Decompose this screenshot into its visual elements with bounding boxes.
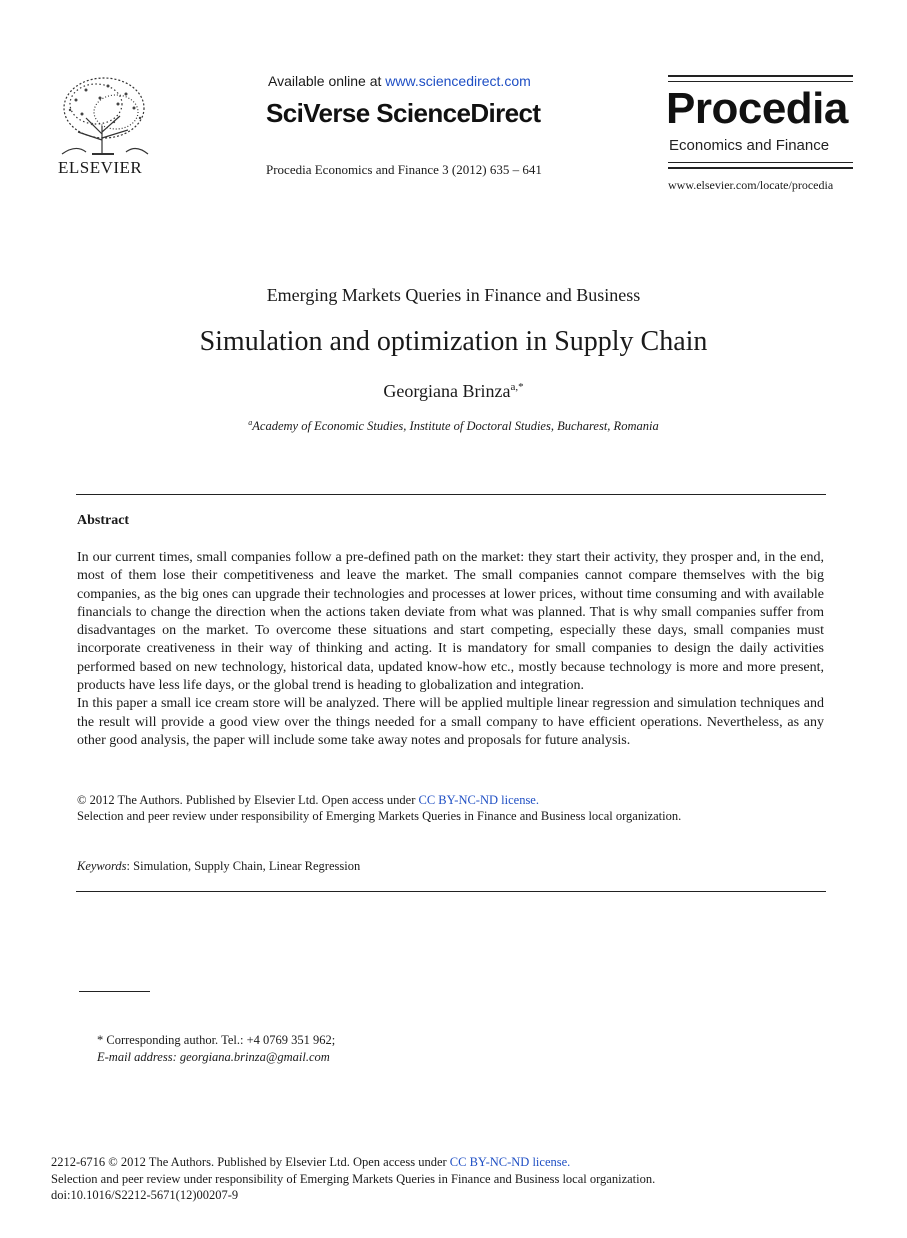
- procedia-url[interactable]: www.elsevier.com/locate/procedia: [668, 178, 834, 192]
- abstract-body: [77, 549, 824, 750]
- keywords-line: [77, 859, 360, 874]
- page-footer: [51, 1154, 655, 1204]
- procedia-top-rule-thin: [668, 81, 853, 82]
- affiliation-line: [0, 418, 907, 434]
- abstract-paragraph: In this paper a small ice cream store will be analyzed. There will be applied multiple linear regression and simulation techniques and the result will provide a good view over the things needed for a small company to have efficient operations. Nevertheless, as any other good analysis, the paper will include some take away notes and proposals for future analysis.: [77, 696, 824, 748]
- email-address[interactable]: : georgiana.brinza@gmail.com: [172, 1050, 330, 1064]
- author-name: Georgiana Brinza: [383, 381, 511, 401]
- journal-reference: Procedia Economics and Finance 3 (2012) 635 – 641: [266, 162, 542, 177]
- available-online-prefix: Available online at: [268, 73, 386, 89]
- issn-copyright: 2212-6716 © 2012 The Authors. Published by Elsevier Ltd. Open access under: [51, 1155, 450, 1169]
- procedia-subtitle: Economics and Finance: [669, 137, 830, 154]
- article-title: Simulation and optimization in Supply Chain: [199, 326, 708, 357]
- email-label: E-mail address: [97, 1050, 173, 1064]
- footnote-rule: [79, 991, 150, 992]
- author-line: [0, 381, 907, 402]
- sciencedirect-link[interactable]: www.sciencedirect.com: [385, 73, 531, 89]
- keywords-label: Keywords: [77, 859, 127, 873]
- license-link[interactable]: CC BY-NC-ND license.: [418, 793, 539, 807]
- affiliation-text: Academy of Economic Studies, Institute of Doctoral Studies, Bucharest, Romania: [252, 419, 659, 434]
- procedia-bottom-rule: [668, 167, 853, 169]
- abstract-bottom-rule: [76, 891, 826, 892]
- abstract-heading: Abstract: [77, 513, 130, 528]
- elsevier-wordmark: ELSEVIER: [58, 158, 143, 177]
- footer-license-link[interactable]: CC BY-NC-ND license.: [449, 1155, 571, 1169]
- procedia-bottom-rule-thin: [668, 162, 853, 163]
- procedia-logo: Procedia: [666, 84, 848, 133]
- sciverse-sciencedirect-logo: SciVerse ScienceDirect: [266, 98, 541, 128]
- corresponding-author-line: * Corresponding author. Tel.: +4 0769 351 962;: [97, 1033, 336, 1047]
- affiliation-mark: a: [248, 418, 253, 427]
- procedia-top-rule: [668, 75, 853, 77]
- available-online-line: [268, 73, 531, 89]
- keywords-values: : Simulation, Supply Chain, Linear Regression: [126, 859, 361, 873]
- abstract-paragraph: In our current times, small companies follow a pre-defined path on the market: they start their activity, they prosper and, in the end, most of them lose their competitiveness and leave the market. The small companies cannot compare themselves with the big companies, as the big ones can upgrade their technologies and processes at lower prices, without time consuming and with available financials to change the direction when the actions taken deviate from what was planned. That is why small companies suffer from disadvantages on the market. To overcome these situations and start competing, especially these days, small companies must incorporate creativeness in their way of thinking and acting. It is mandatory for small companies to design the daily activities performed based on new technology, historical data, updated know-how etc., mostly because technology is more and more present, products have less life days, or the global trend is heading to globalization and integration.: [77, 550, 824, 694]
- conference-name: Emerging Markets Queries in Finance and Business: [266, 285, 641, 305]
- copyright-text: © 2012 The Authors. Published by Elsevier Ltd. Open access under: [77, 793, 419, 807]
- copyright-notice: [77, 792, 681, 824]
- peer-review-note: Selection and peer review under responsibility of Emerging Markets Queries in Finance and Business local organization.: [77, 809, 682, 823]
- footer-peer-review: Selection and peer review under responsibility of Emerging Markets Queries in Finance and Business local organization.: [51, 1171, 656, 1186]
- doi: doi:10.1016/S2212-5671(12)00207-9: [51, 1188, 239, 1202]
- author-marks: a,*: [510, 381, 524, 393]
- corresponding-author-footnote: [97, 1032, 335, 1066]
- abstract-top-rule: [76, 494, 826, 495]
